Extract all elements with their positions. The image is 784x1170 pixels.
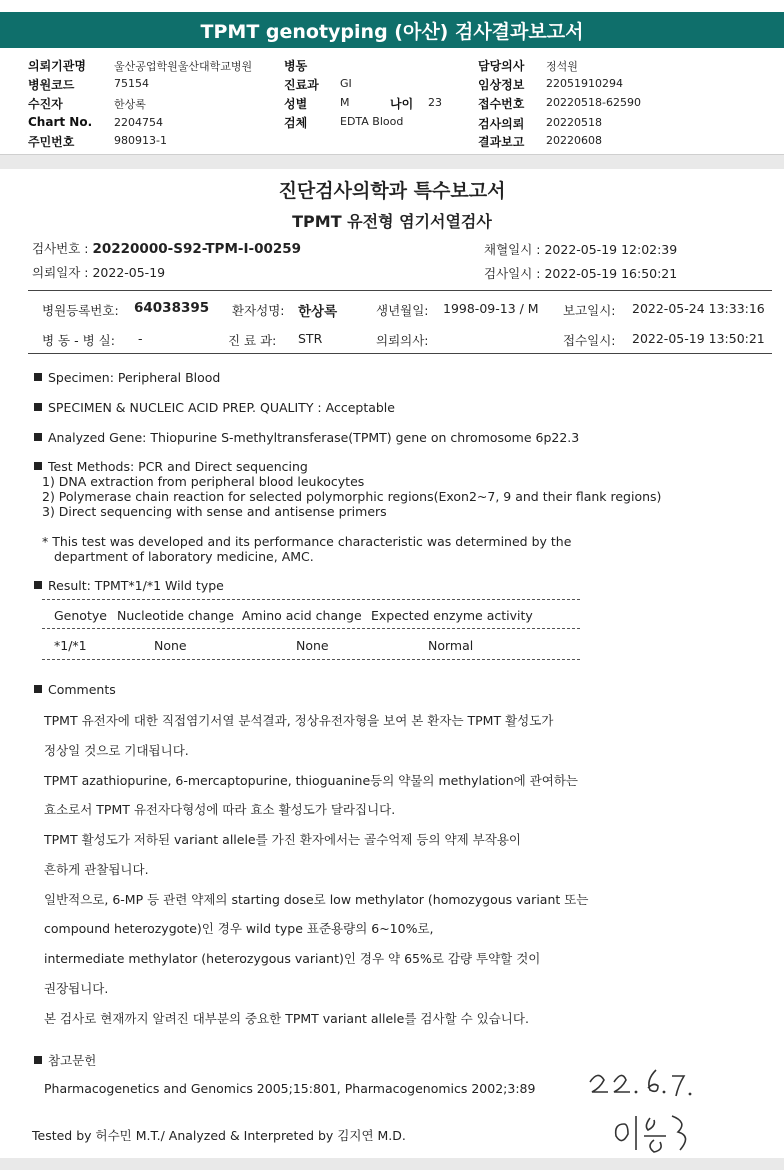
table-cell: Normal [428, 638, 474, 653]
header-value: 정석원 [546, 60, 578, 73]
comment-line: 흔하게 관찰됩니다. [44, 862, 149, 877]
dob-label: 생년월일: [376, 303, 429, 318]
header-label: 접수번호 [478, 97, 525, 111]
table-cell: *1/*1 [54, 638, 87, 653]
header-label: 성별 [284, 97, 308, 111]
header-value: 울산공업학원울산대학교병원 [114, 60, 253, 73]
comment-line: 정상일 것으로 기대됩니다. [44, 743, 189, 758]
ward-label: 병 동 - 병 실: [42, 333, 115, 348]
dept-label: 진 료 과: [228, 333, 277, 348]
header-label: 검체 [284, 116, 308, 130]
header-value: 75154 [114, 77, 149, 90]
divider [28, 353, 772, 354]
method-item: 3) Direct sequencing with sense and antisense primers [42, 504, 387, 519]
section-separator [0, 154, 784, 169]
gene-line: Analyzed Gene: Thiopurine S-methyltransferase(TPMT) gene on chromosome 6p22.3 [34, 430, 579, 445]
table-cell: None [154, 638, 187, 653]
header-label: 담당의사 [478, 59, 525, 73]
table-header-cell: Genotye [54, 608, 107, 623]
table-divider [42, 659, 580, 660]
method-item: 1) DNA extraction from peripheral blood leukocytes [42, 474, 365, 489]
header-value: GI [340, 77, 352, 90]
comments-title: Comments [34, 682, 116, 697]
comment-line: compound heterozygote)인 경우 wild type 표준용량의 6~10%로, [44, 921, 434, 936]
report-title: 진단검사의학과 특수보고서 [278, 180, 506, 202]
receive-date-value: 2022-05-19 13:50:21 [632, 331, 765, 346]
table-cell: None [296, 638, 329, 653]
header-value: 20220608 [546, 134, 602, 147]
header-label: 수진자 [28, 97, 63, 111]
header-value: M [340, 96, 350, 109]
name-label: 환자성명: [232, 303, 285, 318]
header-label: 의뢰기관명 [28, 59, 86, 73]
header-label: 진료과 [284, 78, 319, 92]
header-value: 20220518-62590 [546, 96, 641, 109]
header-label: 임상정보 [478, 78, 525, 92]
references-text: Pharmacogenetics and Genomics 2005;15:801, Pharmacogenomics 2002;3:89 [44, 1081, 536, 1096]
comment-line: TPMT 유전자에 대한 직접염기서열 분석결과, 정상유전자형을 보여 본 환자는 TPMT 활성도가 [44, 713, 554, 728]
quality-line: SPECIMEN & NUCLEIC ACID PREP. QUALITY : Acceptable [34, 400, 395, 415]
test-number-value: 20220000-S92-TPM-I-00259 [92, 241, 302, 257]
table-header-cell: Nucleotide change [117, 608, 234, 623]
ward-value: - [138, 331, 143, 346]
test-number-label: 검사번호 : [32, 241, 93, 256]
bullet-square-icon [34, 462, 42, 470]
report-date-label: 보고일시: [563, 303, 616, 318]
references-title: 참고문헌 [34, 1051, 96, 1069]
divider [28, 290, 772, 291]
header-label: 결과보고 [478, 135, 525, 149]
request-date: 의뢰일자 : 2022-05-19 [32, 265, 166, 280]
report-subtitle: TPMT 유전형 염기서열검사 [292, 212, 492, 231]
bullet-square-icon [34, 581, 42, 589]
comment-line: 효소로서 TPMT 유전자다형성에 따라 효소 활성도가 달라집니다. [44, 802, 396, 817]
bullet-square-icon [34, 1056, 42, 1064]
page-bottom-strip [0, 1158, 784, 1170]
comment-line: 본 검사로 현재까지 알려진 대부분의 중요한 TPMT variant allele를 검사할 수 있습니다. [44, 1011, 529, 1026]
header-value: 980913-1 [114, 134, 167, 147]
table-divider [42, 628, 580, 629]
handwritten-signature [584, 1062, 714, 1158]
exam-date: 검사일시 : 2022-05-19 16:50:21 [484, 266, 678, 281]
comment-line: TPMT azathiopurine, 6-mercaptopurine, thioguanine등의 약물의 methylation에 관여하는 [44, 773, 578, 788]
bullet-square-icon [34, 373, 42, 381]
header-value: 22051910294 [546, 77, 623, 90]
age-value: 23 [428, 96, 442, 109]
header-label: 병원코드 [28, 78, 75, 92]
comment-line: 권장됩니다. [44, 981, 109, 996]
report-date-value: 2022-05-24 13:33:16 [632, 301, 765, 316]
header-label: Chart No. [28, 115, 93, 129]
result-line: Result: TPMT*1/*1 Wild type [34, 578, 224, 593]
tested-by: Tested by 허수민 M.T./ Analyzed & Interpreted by 김지연 M.D. [32, 1128, 406, 1143]
table-header-cell: Amino acid change [242, 608, 362, 623]
methods-title: Test Methods: PCR and Direct sequencing [34, 459, 308, 474]
header-value: 2204754 [114, 116, 163, 129]
reg-value: 64038395 [134, 300, 210, 316]
header-label: 검사의뢰 [478, 117, 525, 131]
note-line: * This test was developed and its performance characteristic was determined by the [42, 534, 572, 549]
header-label: 병동 [284, 59, 308, 73]
dob-value: 1998-09-13 / M [443, 301, 539, 316]
dept-value: STR [298, 331, 323, 346]
age-label: 나이 [390, 97, 414, 111]
header-value: 한상록 [114, 98, 146, 111]
comment-line: 일반적으로, 6-MP 등 관련 약제의 starting dose로 low methylator (homozygous variant 또는 [44, 892, 589, 907]
method-item: 2) Polymerase chain reaction for selected polymorphic regions(Exon2~7, 9 and their flank regions) [42, 489, 662, 504]
note-line: department of laboratory medicine, AMC. [54, 549, 314, 564]
name-value: 한상록 [298, 304, 338, 320]
bullet-square-icon [34, 403, 42, 411]
table-divider [42, 599, 580, 600]
table-header-cell: Expected enzyme activity [371, 608, 533, 623]
header-label: 주민번호 [28, 135, 75, 149]
report-banner-title: TPMT genotyping (아산) 검사결과보고서 [0, 12, 784, 48]
collect-date: 채혈일시 : 2022-05-19 12:02:39 [484, 242, 678, 257]
header-value: EDTA Blood [340, 115, 404, 128]
bullet-square-icon [34, 685, 42, 693]
header-value: 20220518 [546, 116, 602, 129]
specimen-line: Specimen: Peripheral Blood [34, 370, 220, 385]
doctor-label: 의뢰의사: [376, 333, 429, 348]
comment-line: TPMT 활성도가 저하된 variant allele를 가진 환자에서는 골수억제 등의 약제 부작용이 [44, 832, 521, 847]
receive-date-label: 접수일시: [563, 333, 616, 348]
bullet-square-icon [34, 433, 42, 441]
test-number [32, 239, 301, 257]
reg-label: 병원등록번호: [42, 303, 119, 318]
comment-line: intermediate methylator (heterozygous variant)인 경우 약 65%로 감량 투약할 것이 [44, 951, 541, 966]
